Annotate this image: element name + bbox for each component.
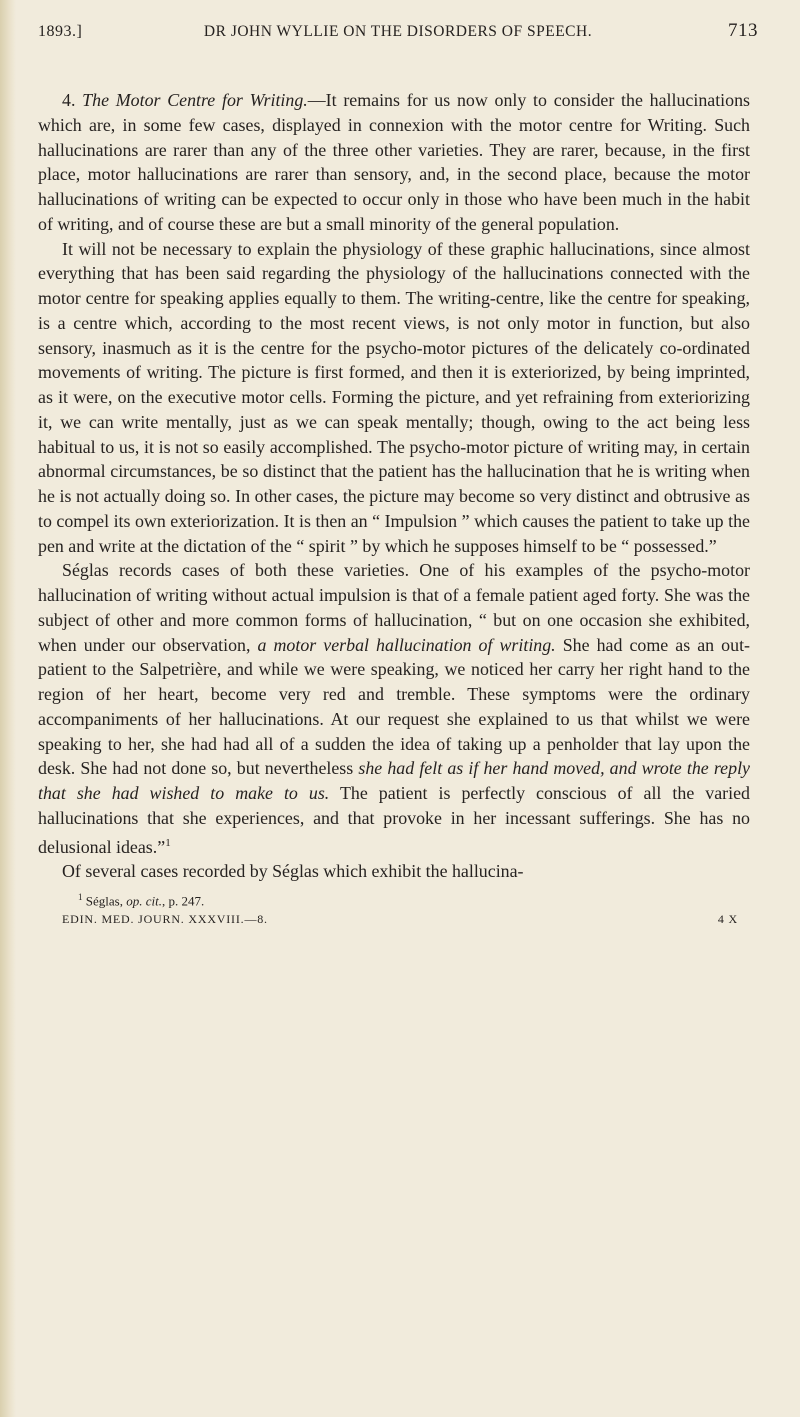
page-number: 713 bbox=[728, 20, 758, 41]
section-lead-text: —It remains for us now only to consider the hallucinations which are, in some few cases, displayed in connexion with the motor centre for Writing. Such hallucinations are rarer than any of the three other varieties. They are rarer, because, in the first place, motor hallucinations are rarer than sensory, and, in the second place, because the motor hallucinations of writing can be expected to occur only in those who have been much in the habit of writing, and of course these are but a small minority of the general population. bbox=[38, 90, 751, 234]
paragraph-2: It will not be necessary to explain the physiology of these graphic hallucinations, since almost everything that has been said regarding the physiology of the hallucinations connected with the motor centre for speaking applies equally to them. The writing-centre, like the centre for speaking, is a centre which, according to the most recent views, is not only motor in function, but also sensory, inasmuch as it is the centre for the psycho-motor pictures of the delicately co-ordinated movements of writing. The picture is first formed, and then it is exteriorized, by being imprinted, as it were, on the executive motor cells. Forming the picture, and yet refraining from exteriorizing it, we can write mentally, just as we can speak mentally; though, owing to the act being less habitual to us, it is not so easily accomplished. The psycho-motor picture of writing may, in certain abnormal circumstances, be so distinct that the patient has the hallucination that he is writing when he is not actually doing so. In other cases, the picture may become so very distinct and obtrusive as to compel its own exteriorization. It is then an “ Impulsion ” which causes the patient to take up the pen and write at the dictation of the “ spirit ” by which he supposes himself to be “ possessed.” bbox=[38, 238, 750, 556]
printer-signature: 4 X bbox=[717, 912, 738, 927]
header-year: 1893.] bbox=[38, 23, 83, 40]
paragraph-3-italic-a: a motor verbal hallucination of writing. bbox=[257, 634, 556, 655]
paragraph-3 bbox=[38, 558, 750, 859]
footnote-reference: 1 bbox=[165, 836, 171, 849]
paragraph-3-text-a: Séglas records cases of both these varieties. One of his examples of the psycho-motor hallucination of writing without actual impulsion is that of a female patient aged forty. She was the subject of other and more common forms of hallucination, “ but on one occasion she exhibited, when under our observation, bbox=[38, 560, 750, 655]
running-header bbox=[38, 20, 758, 50]
footnote bbox=[38, 888, 758, 910]
section-number: 4. bbox=[62, 90, 76, 110]
book-page bbox=[38, 20, 758, 927]
body-text bbox=[38, 88, 758, 884]
footnote-page: , p. 247. bbox=[161, 893, 205, 909]
section-heading: The Motor Centre for Writing. bbox=[82, 90, 308, 110]
paragraph-4: Of several cases recorded by Séglas which exhibit the hallucina- bbox=[62, 861, 524, 882]
page-footer bbox=[38, 912, 758, 927]
journal-signature: EDIN. MED. JOURN. XXXVIII.—8. bbox=[62, 912, 268, 927]
paragraph-3-italic-b: she had felt as if her hand moved, and wrote the reply that she had wished to make to us. bbox=[38, 758, 750, 803]
paragraph-3-text-c: The patient is perfectly conscious of all the varied hallucinations that she experiences, and that provoke in her incessant sufferings. She has no delusional ideas.” bbox=[38, 783, 750, 857]
page-edge-shadow bbox=[0, 0, 16, 1417]
footnote-author: Séglas, bbox=[85, 893, 127, 909]
footnote-mark: 1 bbox=[78, 891, 83, 902]
paragraph-3-text-b: She had come as an out-patient to the Salpetrière, and while we were speaking, we noticed her carry her right hand to the region of her heart, become very red and tremble. These symptoms were the ordinary accompaniments of her hallucinations. At our request she explained to us that whilst we were speaking to her, she had had all of a sudden the idea of taking up a penholder that lay upon the desk. She had not done so, but nevertheless bbox=[38, 634, 750, 779]
paragraph-1 bbox=[38, 88, 750, 237]
footnote-citation: op. cit. bbox=[126, 893, 162, 909]
header-title: DR JOHN WYLLIE ON THE DISORDERS OF SPEECH. bbox=[203, 23, 593, 40]
